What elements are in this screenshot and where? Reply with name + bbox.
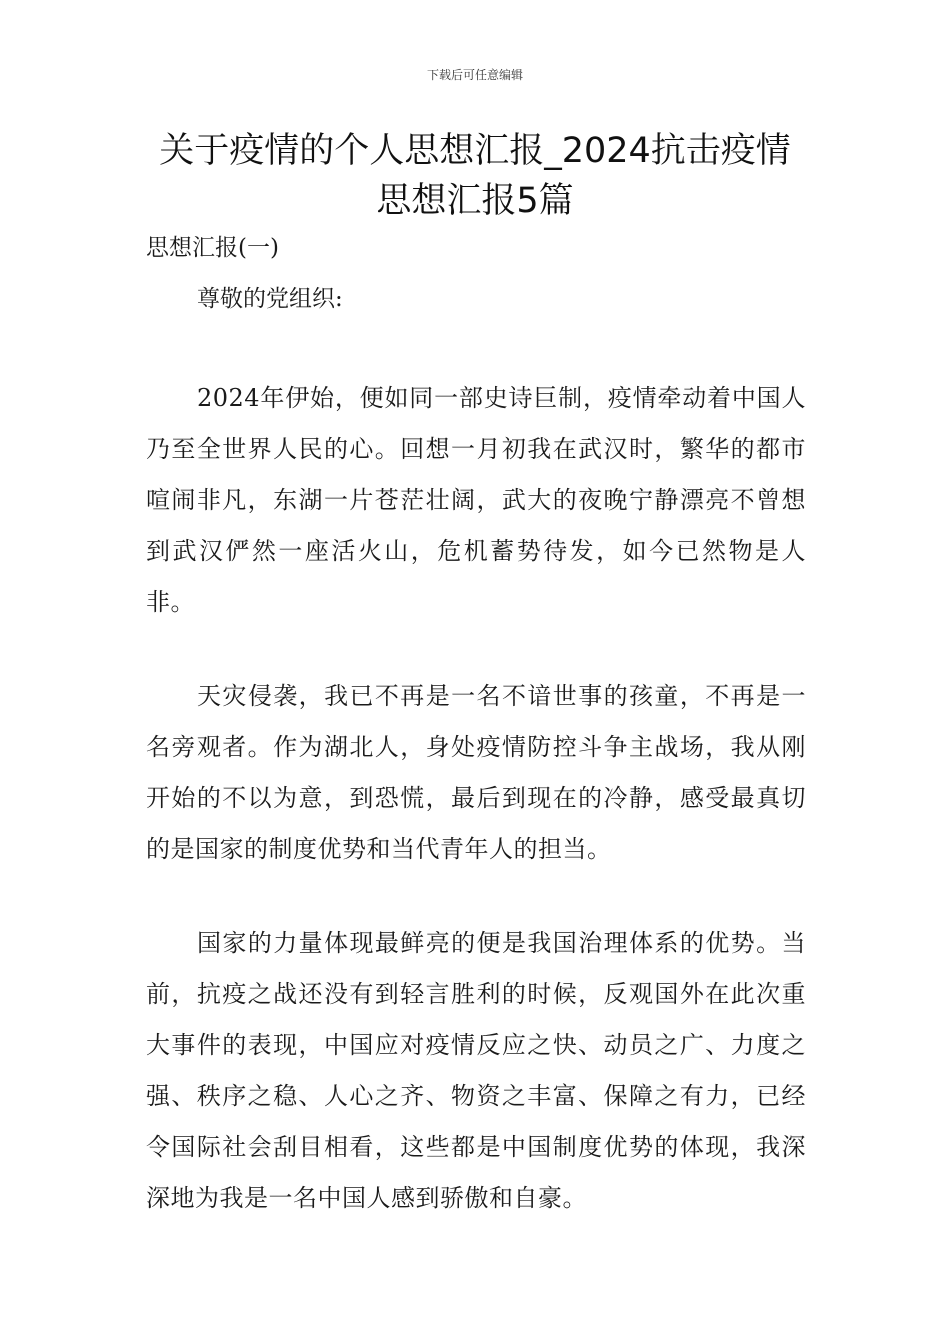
body-paragraph-3: 国家的力量体现最鲜亮的便是我国治理体系的优势。当前，抗疫之战还没有到轻言胜利的时候，反观国外在此次重大事件的表现，中国应对疫情反应之快、动员之广、力度之强、秩序之稳、人心之齐、物资之丰富、保障之有力，已经令国际社会刮目相看，这些都是中国制度优势的体现，我深深地为我是一名中国人感到骄傲和自豪。 bbox=[146, 929, 806, 1212]
body-paragraph-1: 2024年伊始，便如同一部史诗巨制，疫情牵动着中国人乃至全世界人民的心。回想一月初我在武汉时，繁华的都市喧闹非凡，东湖一片苍茫壮阔，武大的夜晚宁静漂亮不曾想到武汉俨然一座活火山，危机蓄势待发，如今已然物是人非。 bbox=[146, 384, 806, 616]
document-title: 关于疫情的个人思想汇报_2024抗击疫情思想汇报5篇 bbox=[159, 131, 791, 221]
section-heading: 思想汇报(一) bbox=[146, 235, 279, 261]
salutation: 尊敬的党组织: bbox=[197, 286, 343, 312]
body-paragraph-2: 天灾侵袭，我已不再是一名不谙世事的孩童，不再是一名旁观者。作为湖北人，身处疫情防控斗争主战场，我从刚开始的不以为意，到恐慌，最后到现在的冷静，感受最真切的是国家的制度优势和当代青年人的担当。 bbox=[146, 682, 806, 863]
header-note: 下载后可任意编辑 bbox=[426, 68, 523, 82]
